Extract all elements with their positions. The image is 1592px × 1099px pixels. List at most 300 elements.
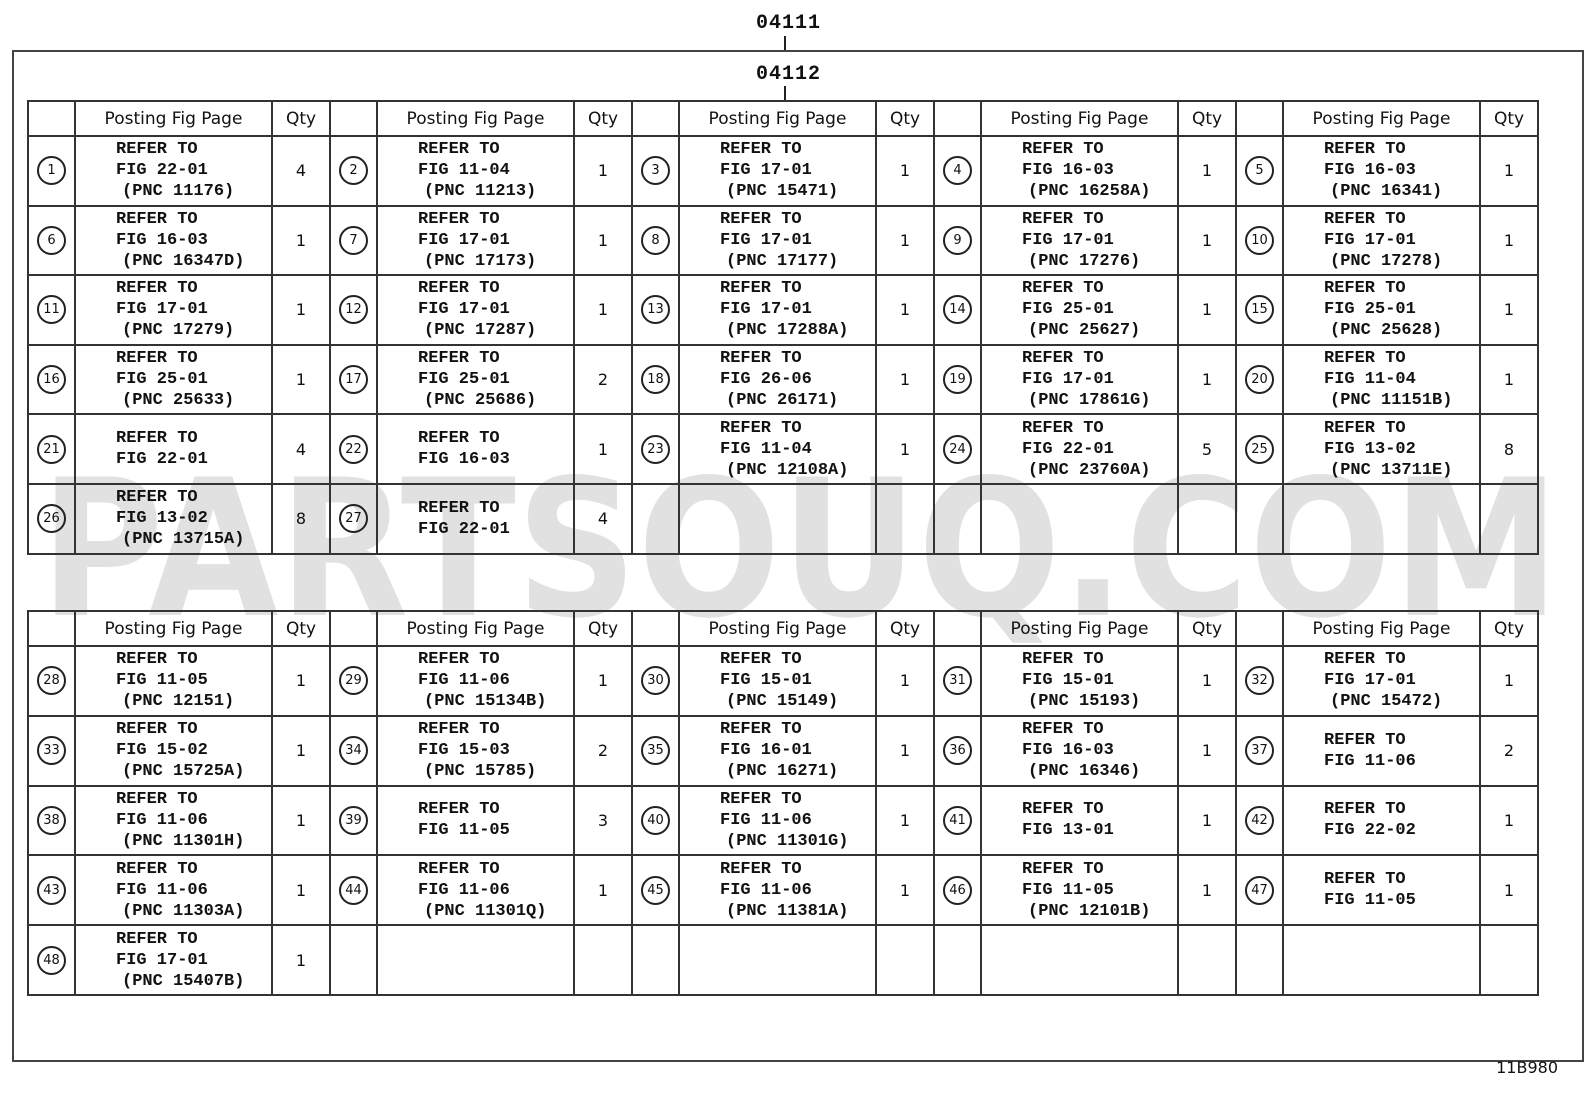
callout-number: 19 — [943, 365, 972, 394]
callout-cell — [28, 484, 75, 554]
fig-reference: FIG 17-01 — [720, 300, 812, 320]
reference-cell — [75, 786, 272, 856]
qty-cell — [574, 484, 632, 554]
header-index-cell — [330, 101, 377, 136]
pnc-reference: (PNC 25686) — [424, 391, 537, 411]
pnc-reference: (PNC 11213) — [424, 182, 537, 202]
fig-reference: FIG 11-06 — [116, 880, 208, 900]
table-row — [28, 206, 1538, 276]
header-row — [28, 101, 1538, 136]
callout-cell — [330, 855, 377, 925]
callout-cell — [28, 716, 75, 786]
callout-number: 44 — [339, 876, 368, 905]
qty-cell — [574, 855, 632, 925]
callout-number: 21 — [37, 435, 66, 464]
fig-reference: FIG 17-01 — [418, 300, 510, 320]
pnc-reference: (PNC 11303A) — [122, 901, 245, 921]
header-fig-page: Posting Fig Page — [679, 101, 876, 136]
fig-reference: FIG 16-03 — [418, 450, 510, 470]
fig-reference: FIG 17-01 — [1324, 230, 1416, 250]
refer-to-text: REFER TO — [1324, 730, 1406, 750]
callout-cell — [1236, 206, 1283, 276]
pnc-reference: (PNC 17276) — [1028, 251, 1141, 271]
pnc-reference: (PNC 15725A) — [122, 762, 245, 782]
table-row — [28, 484, 1538, 554]
callout-number: 1 — [37, 156, 66, 185]
refer-to-text: REFER TO — [418, 209, 500, 229]
qty-cell — [272, 646, 330, 716]
qty-cell — [272, 206, 330, 276]
callout-number: 20 — [1245, 365, 1274, 394]
pnc-reference: (PNC 25628) — [1330, 321, 1443, 341]
qty-value: 1 — [295, 370, 307, 390]
header-index-cell — [934, 101, 981, 136]
pnc-reference: (PNC 17177) — [726, 251, 839, 271]
callout-number: 38 — [37, 806, 66, 835]
pnc-reference: (PNC 15134B) — [424, 692, 547, 712]
callout-cell — [1236, 925, 1283, 995]
pnc-reference: (PNC 17173) — [424, 251, 537, 271]
callout-cell — [1236, 716, 1283, 786]
callout-cell — [330, 484, 377, 554]
qty-value: 1 — [1503, 300, 1515, 320]
callout-number: 12 — [339, 295, 368, 324]
qty-value: 8 — [295, 509, 307, 529]
callout-number: 5 — [1245, 156, 1274, 185]
qty-cell — [1480, 136, 1538, 206]
pnc-reference: (PNC 23760A) — [1028, 460, 1151, 480]
fig-reference: FIG 22-01 — [418, 519, 510, 539]
qty-value: 1 — [899, 810, 911, 830]
reference-cell — [75, 716, 272, 786]
reference-cell — [1283, 136, 1480, 206]
refer-to-text: REFER TO — [720, 349, 802, 369]
refer-to-text: REFER TO — [116, 859, 198, 879]
fig-reference: FIG 22-01 — [116, 450, 208, 470]
callout-number: 14 — [943, 295, 972, 324]
callout-cell — [28, 646, 75, 716]
callout-cell — [1236, 786, 1283, 856]
qty-cell — [272, 855, 330, 925]
fig-reference: FIG 11-04 — [1324, 370, 1416, 390]
callout-cell — [632, 855, 679, 925]
qty-value: 1 — [1201, 230, 1213, 250]
callout-cell — [632, 925, 679, 995]
callout-cell — [632, 275, 679, 345]
fig-reference: FIG 11-04 — [720, 439, 812, 459]
header-qty: Qty — [1480, 101, 1538, 136]
callout-number: 3 — [641, 156, 670, 185]
callout-number: 41 — [943, 806, 972, 835]
callout-cell — [28, 345, 75, 415]
callout-number: 9 — [943, 226, 972, 255]
qty-value: 2 — [597, 370, 609, 390]
callout-cell — [632, 136, 679, 206]
fig-reference: FIG 11-06 — [116, 810, 208, 830]
pnc-reference: (PNC 13715A) — [122, 530, 245, 550]
callout-cell — [330, 136, 377, 206]
header-qty: Qty — [574, 611, 632, 646]
header-qty: Qty — [876, 101, 934, 136]
qty-value: 1 — [597, 300, 609, 320]
refer-to-text: REFER TO — [1324, 279, 1406, 299]
callout-number: 16 — [37, 365, 66, 394]
qty-cell — [574, 136, 632, 206]
qty-cell — [574, 206, 632, 276]
reference-cell — [679, 414, 876, 484]
fig-reference: FIG 17-01 — [1022, 370, 1114, 390]
reference-cell — [1283, 786, 1480, 856]
reference-table-1 — [27, 100, 1539, 555]
qty-cell — [1178, 414, 1236, 484]
reference-cell — [377, 414, 574, 484]
reference-cell — [981, 136, 1178, 206]
fig-reference: FIG 22-01 — [1022, 439, 1114, 459]
qty-value: 1 — [899, 230, 911, 250]
reference-cell — [679, 646, 876, 716]
reference-cell — [75, 206, 272, 276]
reference-cell — [981, 646, 1178, 716]
qty-value: 1 — [1201, 300, 1213, 320]
reference-cell — [981, 345, 1178, 415]
reference-cell — [75, 646, 272, 716]
pnc-reference: (PNC 11301Q) — [424, 901, 547, 921]
fig-reference: FIG 11-06 — [720, 880, 812, 900]
refer-to-text: REFER TO — [116, 488, 198, 508]
callout-number: 18 — [641, 365, 670, 394]
reference-cell — [981, 414, 1178, 484]
qty-cell — [272, 275, 330, 345]
refer-to-text: REFER TO — [1324, 209, 1406, 229]
qty-value: 1 — [1503, 230, 1515, 250]
qty-value: 8 — [1503, 439, 1515, 459]
refer-to-text: REFER TO — [116, 349, 198, 369]
callout-number: 31 — [943, 666, 972, 695]
reference-cell — [1283, 855, 1480, 925]
reference-cell — [981, 716, 1178, 786]
fig-reference: FIG 25-01 — [418, 370, 510, 390]
reference-cell — [679, 206, 876, 276]
reference-cell — [679, 136, 876, 206]
reference-cell — [377, 716, 574, 786]
leader-line-outer — [784, 36, 786, 50]
callout-cell — [934, 206, 981, 276]
pnc-reference: (PNC 12101B) — [1028, 901, 1151, 921]
refer-to-text: REFER TO — [418, 349, 500, 369]
reference-cell — [981, 786, 1178, 856]
qty-cell — [876, 786, 934, 856]
header-qty: Qty — [574, 101, 632, 136]
fig-reference: FIG 11-06 — [418, 671, 510, 691]
callout-number: 15 — [1245, 295, 1274, 324]
callout-number: 8 — [641, 226, 670, 255]
reference-cell — [377, 855, 574, 925]
header-qty: Qty — [1480, 611, 1538, 646]
pnc-reference: (PNC 17279) — [122, 321, 235, 341]
pnc-reference: (PNC 16271) — [726, 762, 839, 782]
qty-value: 2 — [1503, 741, 1515, 761]
qty-value: 1 — [1503, 161, 1515, 181]
qty-cell — [876, 275, 934, 345]
refer-to-text: REFER TO — [720, 789, 802, 809]
qty-cell — [1480, 716, 1538, 786]
reference-cell — [1283, 345, 1480, 415]
qty-value: 5 — [1201, 439, 1213, 459]
callout-cell — [934, 925, 981, 995]
refer-to-text: REFER TO — [116, 140, 198, 160]
qty-cell — [1178, 786, 1236, 856]
qty-cell — [1480, 206, 1538, 276]
refer-to-text: REFER TO — [116, 929, 198, 949]
qty-cell — [876, 646, 934, 716]
qty-cell — [272, 925, 330, 995]
callout-cell — [632, 345, 679, 415]
fig-reference: FIG 15-03 — [418, 741, 510, 761]
fig-reference: FIG 17-01 — [116, 300, 208, 320]
pnc-reference: (PNC 26171) — [726, 391, 839, 411]
pnc-reference: (PNC 17287) — [424, 321, 537, 341]
pnc-reference: (PNC 12151) — [122, 692, 235, 712]
qty-cell — [876, 345, 934, 415]
watermark-text: PARTSOUQ.COM — [40, 439, 1560, 660]
table-row — [28, 646, 1538, 716]
qty-cell — [574, 786, 632, 856]
qty-value: 1 — [899, 671, 911, 691]
refer-to-text: REFER TO — [116, 720, 198, 740]
pnc-reference: (PNC 11151B) — [1330, 391, 1453, 411]
reference-cell — [377, 136, 574, 206]
fig-reference: FIG 17-01 — [418, 230, 510, 250]
callout-cell — [28, 925, 75, 995]
callout-number: 24 — [943, 435, 972, 464]
refer-to-text: REFER TO — [1022, 140, 1104, 160]
fig-reference: FIG 11-05 — [418, 821, 510, 841]
callout-cell — [1236, 484, 1283, 554]
qty-cell — [1480, 855, 1538, 925]
reference-cell — [75, 484, 272, 554]
header-fig-page: Posting Fig Page — [75, 611, 272, 646]
callout-cell — [1236, 414, 1283, 484]
callout-number: 6 — [37, 226, 66, 255]
callout-number: 2 — [339, 156, 368, 185]
pnc-reference: (PNC 15472) — [1330, 692, 1443, 712]
reference-cell — [377, 275, 574, 345]
callout-cell — [330, 414, 377, 484]
assembly-code-inner: 04112 — [756, 63, 822, 86]
header-index-cell — [934, 611, 981, 646]
callout-cell — [632, 786, 679, 856]
refer-to-text: REFER TO — [418, 720, 500, 740]
callout-number: 46 — [943, 876, 972, 905]
reference-cell — [679, 786, 876, 856]
reference-cell — [1283, 646, 1480, 716]
qty-value: 1 — [1503, 810, 1515, 830]
reference-cell — [1283, 716, 1480, 786]
qty-cell — [1178, 646, 1236, 716]
fig-reference: FIG 13-01 — [1022, 821, 1114, 841]
qty-value: 1 — [1201, 810, 1213, 830]
qty-cell — [272, 136, 330, 206]
callout-number: 17 — [339, 365, 368, 394]
reference-cell — [1283, 275, 1480, 345]
reference-cell — [981, 925, 1178, 995]
callout-cell — [1236, 136, 1283, 206]
reference-cell — [679, 925, 876, 995]
table-row — [28, 855, 1538, 925]
callout-cell — [330, 925, 377, 995]
leader-line-inner — [784, 86, 786, 100]
reference-cell — [377, 786, 574, 856]
callout-number: 34 — [339, 736, 368, 765]
qty-value: 1 — [1201, 741, 1213, 761]
qty-value: 1 — [597, 671, 609, 691]
fig-reference: FIG 11-06 — [418, 880, 510, 900]
callout-cell — [934, 786, 981, 856]
fig-reference: FIG 13-02 — [1324, 439, 1416, 459]
callout-cell — [330, 786, 377, 856]
callout-cell — [934, 414, 981, 484]
qty-value: 1 — [1201, 671, 1213, 691]
pnc-reference: (PNC 17278) — [1330, 251, 1443, 271]
callout-number: 26 — [37, 504, 66, 533]
reference-cell — [679, 716, 876, 786]
refer-to-text: REFER TO — [720, 209, 802, 229]
pnc-reference: (PNC 25627) — [1028, 321, 1141, 341]
fig-reference: FIG 22-02 — [1324, 821, 1416, 841]
callout-number: 36 — [943, 736, 972, 765]
callout-cell — [632, 414, 679, 484]
callout-cell — [934, 484, 981, 554]
qty-cell — [1178, 925, 1236, 995]
fig-reference: FIG 11-06 — [720, 810, 812, 830]
qty-value: 1 — [597, 230, 609, 250]
table-row — [28, 136, 1538, 206]
qty-cell — [876, 414, 934, 484]
callout-cell — [632, 484, 679, 554]
table-row — [28, 716, 1538, 786]
qty-cell — [574, 345, 632, 415]
qty-cell — [1480, 786, 1538, 856]
pnc-reference: (PNC 15193) — [1028, 692, 1141, 712]
qty-cell — [272, 786, 330, 856]
header-index-cell — [28, 611, 75, 646]
table-row — [28, 345, 1538, 415]
callout-cell — [28, 786, 75, 856]
qty-value: 2 — [597, 741, 609, 761]
header-qty: Qty — [1178, 101, 1236, 136]
qty-value: 1 — [1201, 161, 1213, 181]
callout-cell — [934, 855, 981, 925]
pnc-reference: (PNC 15407B) — [122, 971, 245, 991]
callout-cell — [330, 345, 377, 415]
qty-cell — [876, 136, 934, 206]
fig-reference: FIG 11-05 — [1324, 891, 1416, 911]
fig-reference: FIG 17-01 — [1324, 671, 1416, 691]
refer-to-text: REFER TO — [1022, 720, 1104, 740]
refer-to-text: REFER TO — [418, 429, 500, 449]
fig-reference: FIG 15-01 — [1022, 671, 1114, 691]
reference-cell — [377, 925, 574, 995]
pnc-reference: (PNC 17861G) — [1028, 391, 1151, 411]
callout-cell — [28, 855, 75, 925]
callout-cell — [28, 275, 75, 345]
callout-cell — [330, 206, 377, 276]
qty-value: 1 — [295, 741, 307, 761]
fig-reference: FIG 16-03 — [1022, 161, 1114, 181]
pnc-reference: (PNC 11301H) — [122, 831, 245, 851]
fig-reference: FIG 15-01 — [720, 671, 812, 691]
pnc-reference: (PNC 15149) — [726, 692, 839, 712]
qty-cell — [1480, 646, 1538, 716]
callout-cell — [1236, 855, 1283, 925]
refer-to-text: REFER TO — [1022, 279, 1104, 299]
qty-cell — [876, 206, 934, 276]
qty-value: 1 — [295, 880, 307, 900]
pnc-reference: (PNC 11176) — [122, 182, 235, 202]
qty-cell — [574, 414, 632, 484]
qty-cell — [272, 484, 330, 554]
qty-cell — [1178, 136, 1236, 206]
refer-to-text: REFER TO — [116, 650, 198, 670]
refer-to-text: REFER TO — [116, 789, 198, 809]
callout-number: 43 — [37, 876, 66, 905]
qty-value: 1 — [899, 370, 911, 390]
qty-value: 1 — [295, 300, 307, 320]
qty-cell — [574, 275, 632, 345]
table-row — [28, 925, 1538, 995]
callout-number: 25 — [1245, 435, 1274, 464]
callout-number: 47 — [1245, 876, 1274, 905]
pnc-reference: (PNC 16347D) — [122, 251, 245, 271]
callout-number: 7 — [339, 226, 368, 255]
header-index-cell — [1236, 101, 1283, 136]
qty-cell — [574, 646, 632, 716]
fig-reference: FIG 17-01 — [720, 230, 812, 250]
fig-reference: FIG 13-02 — [116, 509, 208, 529]
qty-cell — [876, 855, 934, 925]
reference-cell — [75, 414, 272, 484]
fig-reference: FIG 11-06 — [1324, 751, 1416, 771]
table-row — [28, 786, 1538, 856]
callout-number: 22 — [339, 435, 368, 464]
qty-value: 1 — [899, 439, 911, 459]
fig-reference: FIG 16-03 — [1022, 741, 1114, 761]
header-index-cell — [632, 101, 679, 136]
refer-to-text: REFER TO — [1022, 859, 1104, 879]
callout-number: 40 — [641, 806, 670, 835]
header-row — [28, 611, 1538, 646]
callout-number: 28 — [37, 666, 66, 695]
reference-cell — [981, 275, 1178, 345]
refer-to-text: REFER TO — [720, 650, 802, 670]
reference-cell — [75, 855, 272, 925]
drawing-code: 11B980 — [1496, 1058, 1558, 1077]
header-qty: Qty — [272, 611, 330, 646]
qty-cell — [1480, 925, 1538, 995]
callout-number: 29 — [339, 666, 368, 695]
qty-value: 4 — [597, 509, 609, 529]
qty-value: 4 — [295, 439, 307, 459]
qty-cell — [1480, 345, 1538, 415]
qty-cell — [1480, 484, 1538, 554]
qty-value: 1 — [1503, 370, 1515, 390]
qty-cell — [1178, 716, 1236, 786]
qty-value: 1 — [597, 439, 609, 459]
callout-cell — [632, 646, 679, 716]
qty-value: 1 — [899, 880, 911, 900]
refer-to-text: REFER TO — [1324, 650, 1406, 670]
reference-cell — [1283, 414, 1480, 484]
